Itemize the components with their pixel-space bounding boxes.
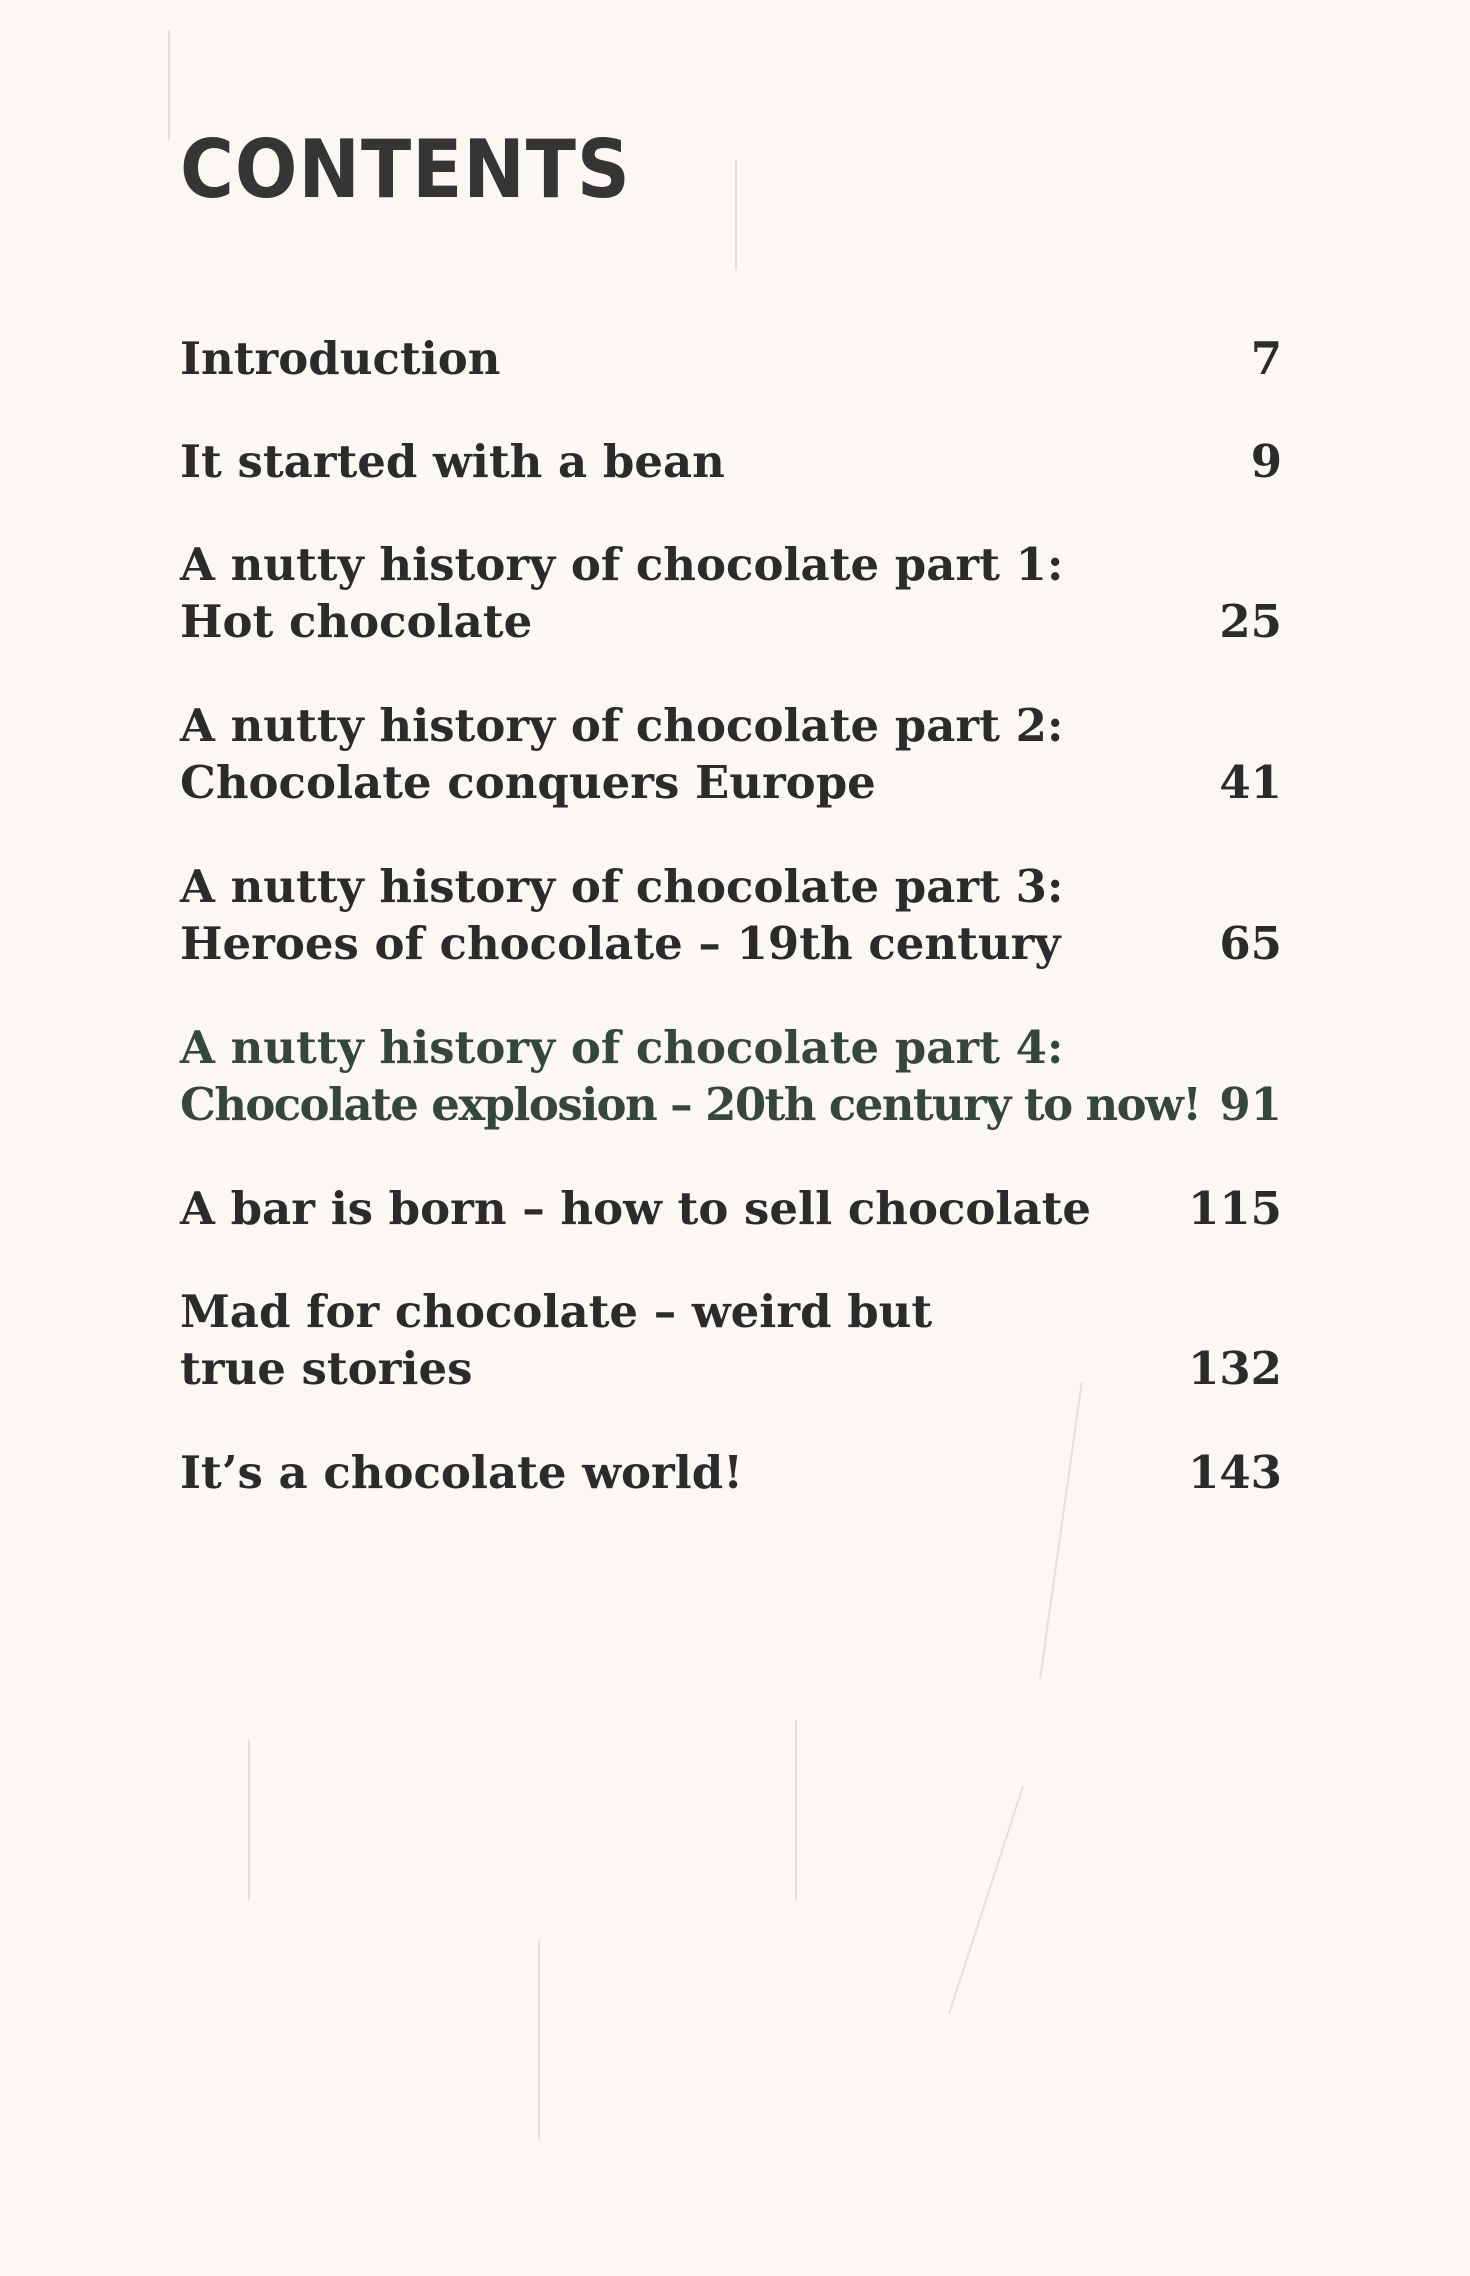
toc-entry-title: A nutty history of chocolate part 1: Hot chocolate xyxy=(180,538,1064,648)
toc-page-number: 65 xyxy=(1219,917,1282,970)
scan-mark xyxy=(248,1740,250,1900)
toc-entry-part-2[interactable] xyxy=(180,697,1282,811)
toc-entry-part-4[interactable] xyxy=(180,1019,1282,1133)
toc-entry-title: A bar is born – how to sell chocolate xyxy=(180,1182,1092,1235)
toc-entry-title: A nutty history of chocolate part 2: Chocolate conquers Europe xyxy=(180,699,1064,809)
toc-page-number: 7 xyxy=(1250,332,1282,385)
scan-mark xyxy=(735,160,737,270)
toc-page-number: 115 xyxy=(1188,1182,1282,1235)
scan-mark xyxy=(538,1940,540,2140)
toc-entry-bean[interactable] xyxy=(180,433,1282,490)
scan-mark xyxy=(168,30,170,140)
toc-entry-mad-for-chocolate[interactable] xyxy=(180,1283,1282,1397)
toc-entry-chocolate-world[interactable] xyxy=(180,1444,1282,1501)
scan-mark xyxy=(1039,1381,1083,1678)
toc-entry-title: It’s a chocolate world! xyxy=(180,1446,743,1499)
toc-page-number: 91 xyxy=(1219,1078,1282,1131)
toc-entry-introduction[interactable] xyxy=(180,330,1282,387)
toc-page-number: 41 xyxy=(1219,756,1282,809)
toc-entry-title: Introduction xyxy=(180,332,501,385)
toc-page-number: 9 xyxy=(1250,435,1282,488)
toc-entry-title: A nutty history of chocolate part 3: Heroes of chocolate – 19th century xyxy=(180,860,1064,970)
toc-page-number: 25 xyxy=(1219,595,1282,648)
toc-entry-title: Mad for chocolate – weird but true stories xyxy=(180,1285,933,1395)
toc-page-number: 143 xyxy=(1188,1446,1282,1499)
scan-mark xyxy=(795,1720,797,1900)
toc-entry-part-3[interactable] xyxy=(180,858,1282,972)
scan-mark xyxy=(948,1786,1024,2015)
page-title: CONTENTS xyxy=(180,123,631,216)
toc-entry-title: A nutty history of chocolate part 4: Chocolate explosion – 20th century to now! xyxy=(180,1021,1201,1131)
toc-entry-title: It started with a bean xyxy=(180,435,725,488)
toc-entry-bar-is-born[interactable] xyxy=(180,1180,1282,1237)
toc-page-number: 132 xyxy=(1188,1342,1282,1395)
toc-entry-part-1[interactable] xyxy=(180,536,1282,650)
